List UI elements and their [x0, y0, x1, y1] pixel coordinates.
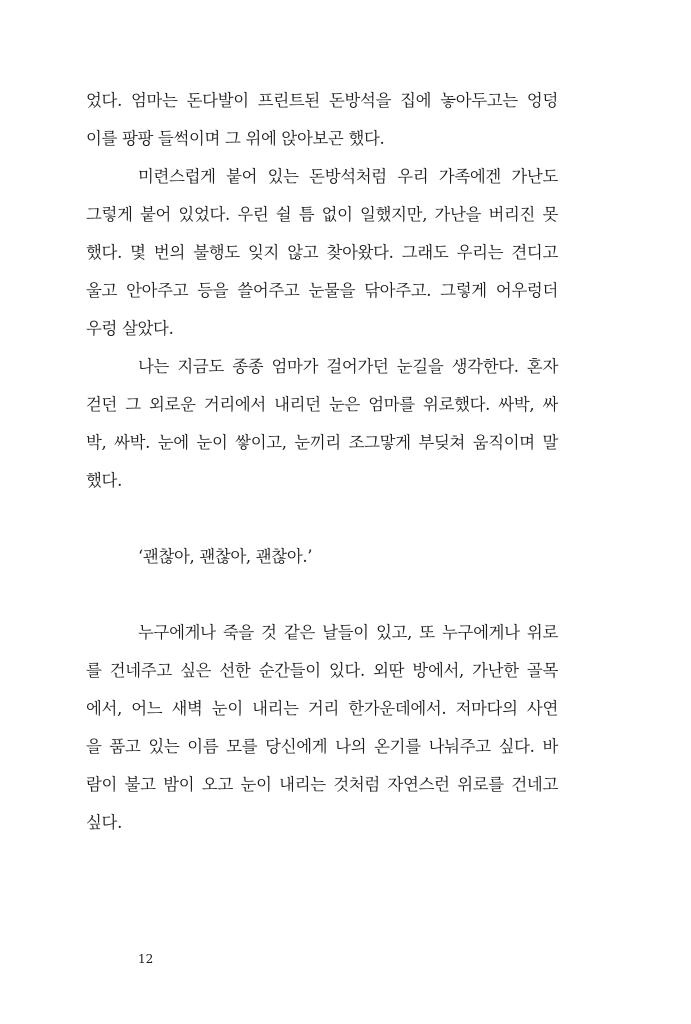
- text-line: 싶다.: [86, 813, 122, 832]
- text-line: 울고 안아주고 등을 쓸어주고 눈물을 닦아주고. 그렇게 어우렁더: [86, 281, 558, 300]
- text-line: 미련스럽게 붙어 있는 돈방석처럼 우리 가족에겐 가난도: [138, 167, 558, 186]
- text-line: 었다. 엄마는 돈다발이 프린트된 돈방석을 집에 놓아두고는 엉덩: [86, 91, 558, 110]
- text-line: 했다.: [86, 471, 122, 490]
- quote-line: ‘괜찮아, 괜찮아, 괜찮아.’: [138, 547, 313, 566]
- text-line: 걷던 그 외로운 거리에서 내리던 눈은 엄마를 위로했다. 싸박, 싸: [86, 395, 558, 414]
- text-line: 를 건네주고 싶은 선한 순간들이 있다. 외딴 방에서, 가난한 골목: [86, 661, 558, 680]
- text-line: 이를 팡팡 들썩이며 그 위에 앉아보곤 했다.: [86, 129, 385, 148]
- text-line: 을 품고 있는 이름 모를 당신에게 나의 온기를 나눠주고 싶다. 바: [86, 737, 558, 756]
- text-line: 나는 지금도 종종 엄마가 걸어가던 눈길을 생각한다. 혼자: [138, 357, 558, 376]
- text-line: 우렁 살았다.: [86, 319, 174, 338]
- text-line: 에서, 어느 새벽 눈이 내리는 거리 한가운데에서. 저마다의 사연: [86, 699, 558, 718]
- text-line: 누구에게나 죽을 것 같은 날들이 있고, 또 누구에게나 위로: [138, 623, 558, 642]
- text-line: 그렇게 붙어 있었다. 우린 쉴 틈 없이 일했지만, 가난을 버리진 못: [86, 205, 558, 224]
- page-number: 12: [138, 952, 154, 966]
- text-line: 박, 싸박. 눈에 눈이 쌓이고, 눈끼리 조그맣게 부딪쳐 움직이며 말: [86, 433, 558, 452]
- text-line: 람이 불고 밤이 오고 눈이 내리는 것처럼 자연스런 위로를 건네고: [86, 775, 558, 794]
- text-line: 했다. 몇 번의 불행도 잊지 않고 찾아왔다. 그래도 우리는 견디고: [86, 243, 558, 262]
